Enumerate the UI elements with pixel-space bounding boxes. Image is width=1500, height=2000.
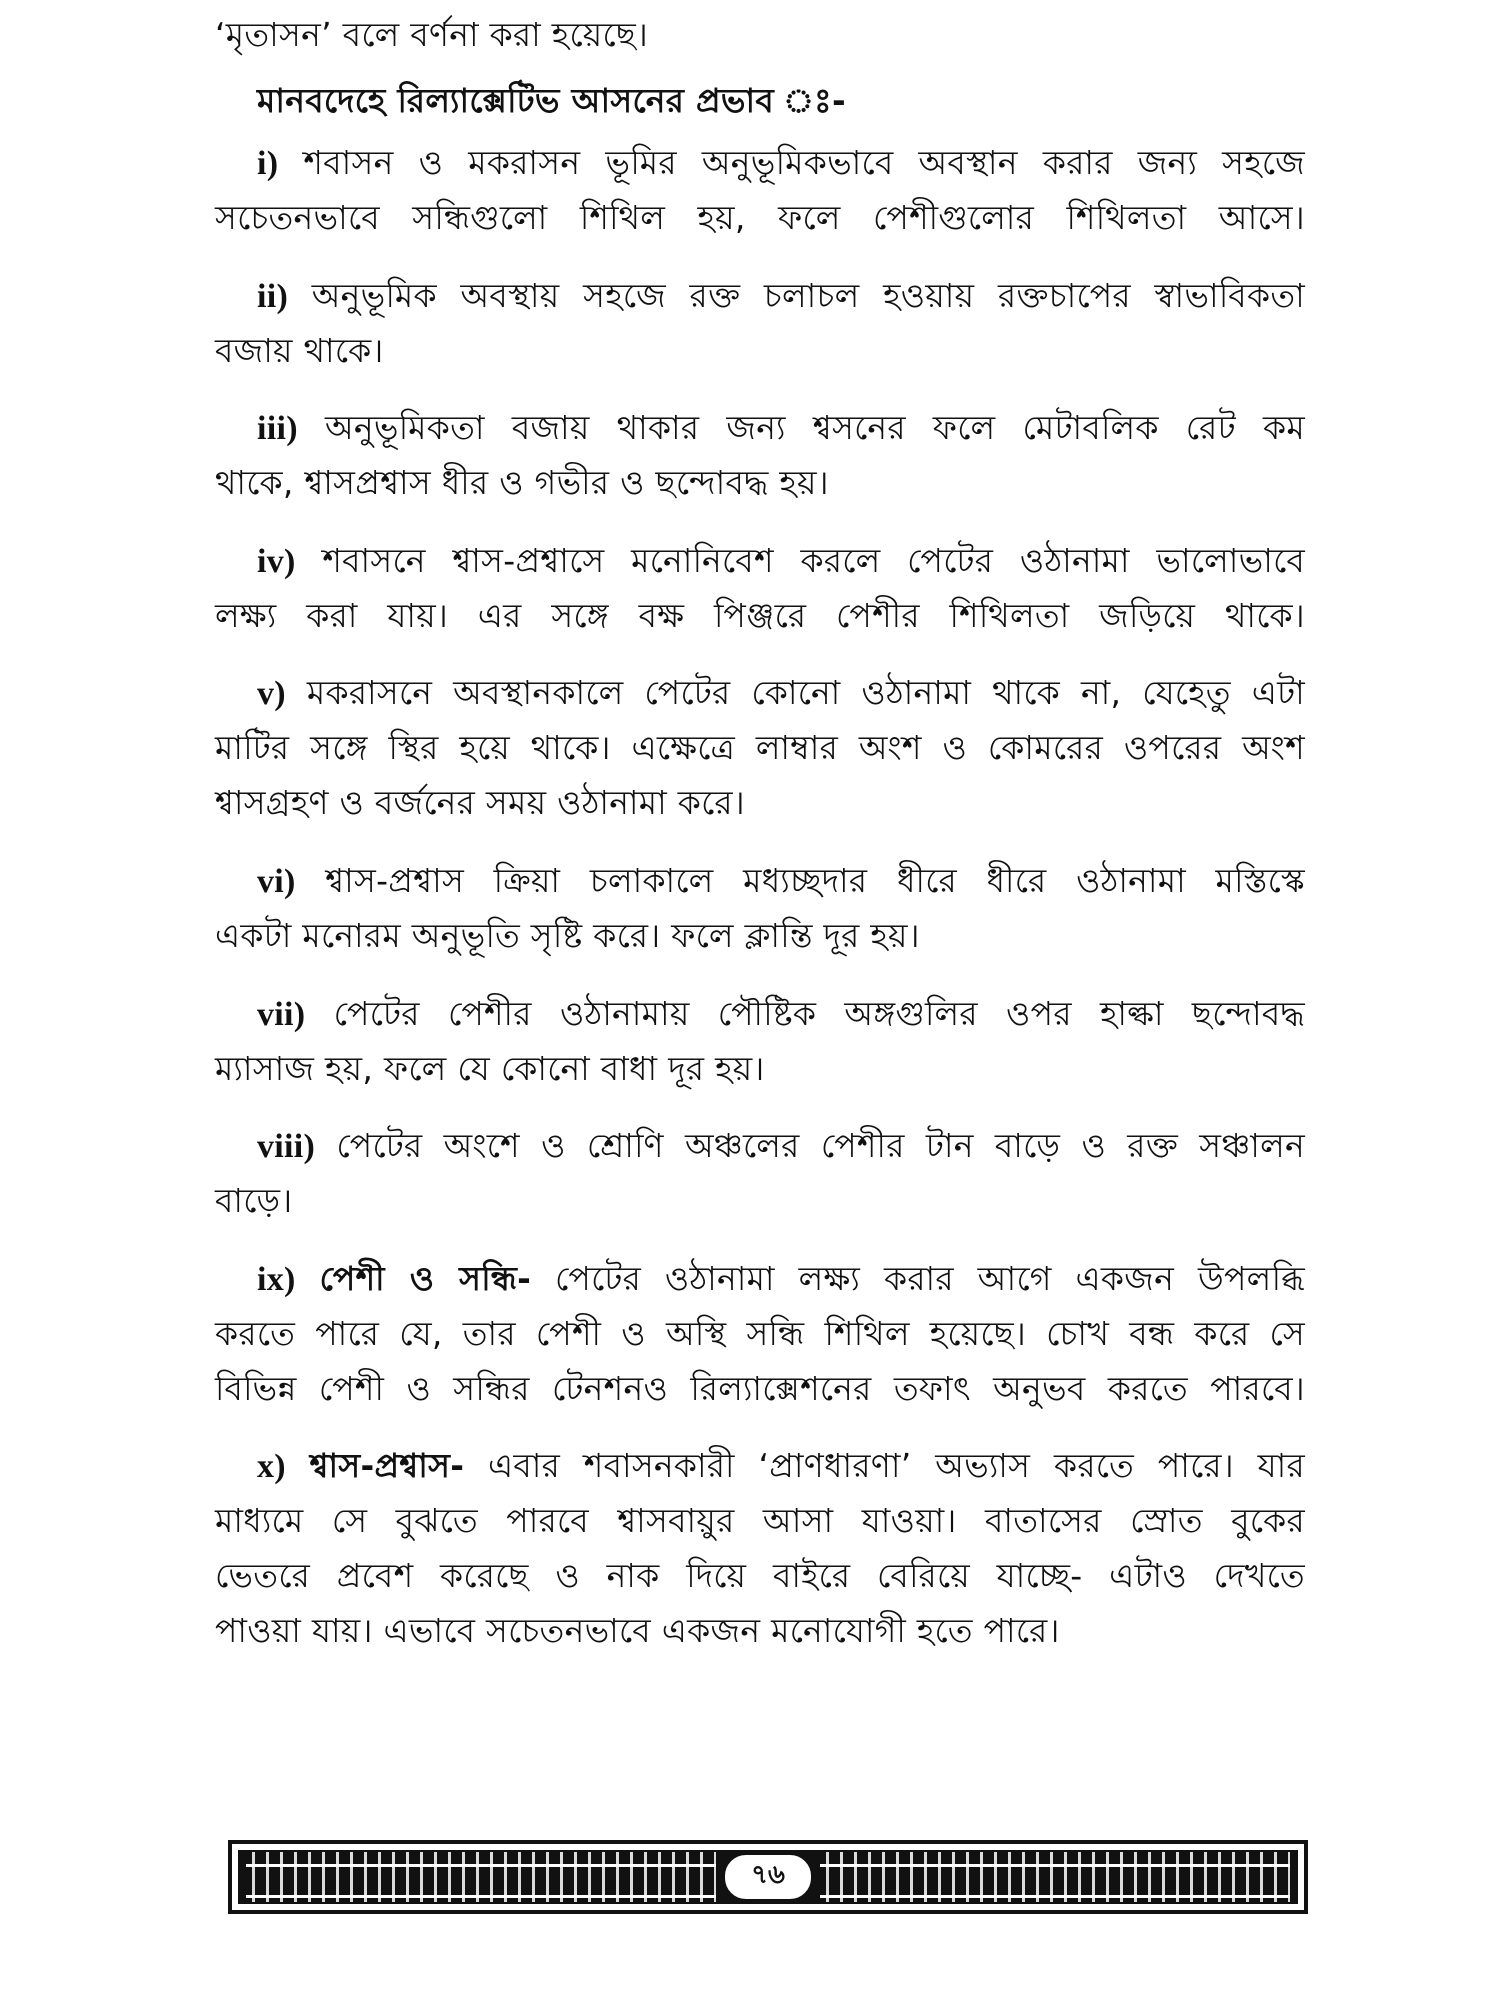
para-6-text-a: শ্বাস-প্রশ্বাস ক্রিয়া চলাকালে মধ্যচ্ছদার ধীরে ধীরে ওঠানামা মস্তিস্কে <box>325 861 1305 900</box>
para-5-line-1 <box>215 672 1305 715</box>
para-1-text-a: শবাসন ও মকরাসন ভূমির অনুভূমিকভাবে অবস্থান করার জন্য সহজে <box>303 143 1305 182</box>
para-1-line-1 <box>215 142 1305 185</box>
para-6-line-1 <box>215 860 1305 903</box>
para-8-line-1 <box>215 1125 1305 1168</box>
para-9-number: ix) <box>257 1261 296 1298</box>
intro-line: ‘মৃতাসন’ বলে বর্ণনা করা হয়েছে। <box>215 15 649 54</box>
para-6-line-2: একটা মনোরম অনুভূতি সৃষ্টি করে। ফলে ক্লান্তি দূর হয়। <box>215 916 920 955</box>
para-4-line-1 <box>215 540 1305 583</box>
para-5-number: v) <box>257 675 286 712</box>
page-footer-border <box>228 1840 1308 1914</box>
para-7-text-a: পেটের পেশীর ওঠানামায় পৌষ্টিক অঙ্গগুলির ওপর হাল্কা ছন্দোবদ্ধ <box>333 994 1305 1033</box>
para-5-line-3: শ্বাসগ্রহণ ও বর্জনের সময় ওঠানামা করে। <box>215 783 745 822</box>
page-number: ৭৬ <box>722 1852 814 1902</box>
footer-ornament-band <box>238 1850 1298 1904</box>
para-4-text-a: শবাসনে শ্বাস-প্রশ্বাসে মনোনিবেশ করলে পেটের ওঠানামা ভালোভাবে <box>322 541 1305 580</box>
para-9-text-a: পেটের ওঠানামা লক্ষ্য করার আগে একজন উপলব্ধি <box>555 1259 1305 1298</box>
section-heading: মানবদেহে রিল্যাক্সেটিভ আসনের প্রভাব ঃ- <box>257 81 846 120</box>
para-10-line-3: ভেতরে প্রবেশ করেছে ও নাক দিয়ে বাইরে বেরিয়ে যাচ্ছে- এটাও দেখতে <box>215 1556 1305 1595</box>
para-1-line-2: সচেতনভাবে সন্ধিগুলো শিথিল হয়, ফলে পেশীগুলোর শিথিলতা আসে। <box>215 198 1305 237</box>
para-8-text-a: পেটের অংশে ও শ্রোণি অঞ্চলের পেশীর টান বাড়ে ও রক্ত সঞ্চালন <box>336 1126 1305 1165</box>
para-8-line-2: বাড়ে। <box>215 1181 293 1220</box>
para-3-text-a: অনুভূমিকতা বজায় থাকার জন্য শ্বসনের ফলে মেটাবলিক রেট কম <box>324 408 1305 447</box>
footer-ornament-left-wave <box>246 1864 716 1898</box>
para-4-line-2: লক্ষ্য করা যায়। এর সঙ্গে বক্ষ পিঞ্জরে পেশীর শিথিলতা জড়িয়ে থাকে। <box>215 596 1305 635</box>
document-page <box>215 0 1305 2000</box>
para-9-line-1 <box>215 1258 1305 1301</box>
para-10-line-4: পাওয়া যায়। এভাবে সচেতনভাবে একজন মনোযোগী হতে পারে। <box>215 1611 1060 1650</box>
para-2-line-1 <box>215 275 1305 318</box>
para-9-line-2: করতে পারে যে, তার পেশী ও অস্থি সন্ধি শিথিল হয়েছে। চোখ বন্ধ করে সে <box>215 1314 1305 1353</box>
para-2-number: ii) <box>257 278 289 315</box>
para-10-line-2: মাধ্যমে সে বুঝতে পারবে শ্বাসবায়ুর আসা যাওয়া। বাতাসের স্রোত বুকের <box>215 1501 1305 1540</box>
para-5-line-2: মাটির সঙ্গে স্থির হয়ে থাকে। এক্ষেত্রে লাম্বার অংশ ও কোমরের ওপরের অংশ <box>215 728 1305 767</box>
para-10-number: x) <box>257 1448 286 1485</box>
para-7-line-1 <box>215 993 1305 1036</box>
para-3-line-2: থাকে, শ্বাসপ্রশ্বাস ধীর ও গভীর ও ছন্দোবদ্ধ হয়। <box>215 463 829 502</box>
para-6-number: vi) <box>257 863 296 900</box>
para-1-number: i) <box>257 145 279 182</box>
para-7-line-2: ম্যাসাজ হয়, ফলে যে কোনো বাধা দূর হয়। <box>215 1049 765 1088</box>
para-8-number: viii) <box>257 1128 316 1165</box>
para-2-text-a: অনুভূমিক অবস্থায় সহজে রক্ত চলাচল হওয়ায় রক্তচাপের স্বাভাবিকতা <box>311 276 1305 315</box>
para-10-line-1 <box>215 1445 1305 1488</box>
para-7-number: vii) <box>257 996 306 1033</box>
para-10-text-a: এবার শবাসনকারী ‘প্রাণধারণা’ অভ্যাস করতে পারে। যার <box>487 1446 1305 1485</box>
para-9-lead: পেশী ও সন্ধি- <box>319 1259 532 1298</box>
para-4-number: iv) <box>257 543 296 580</box>
para-2-line-2: বজায় থাকে। <box>215 331 384 370</box>
footer-ornament-right-wave <box>820 1864 1290 1898</box>
para-3-line-1 <box>215 407 1305 450</box>
para-3-number: iii) <box>257 410 298 447</box>
para-5-text-a: মকরাসনে অবস্থানকালে পেটের কোনো ওঠানামা থাকে না, যেহেতু এটা <box>306 673 1305 712</box>
para-9-line-3: বিভিন্ন পেশী ও সন্ধির টেনশনও রিল্যাক্সেশনের তফাৎ অনুভব করতে পারবে। <box>215 1369 1305 1408</box>
para-10-lead: শ্বাস-প্রশ্বাস- <box>309 1446 465 1485</box>
